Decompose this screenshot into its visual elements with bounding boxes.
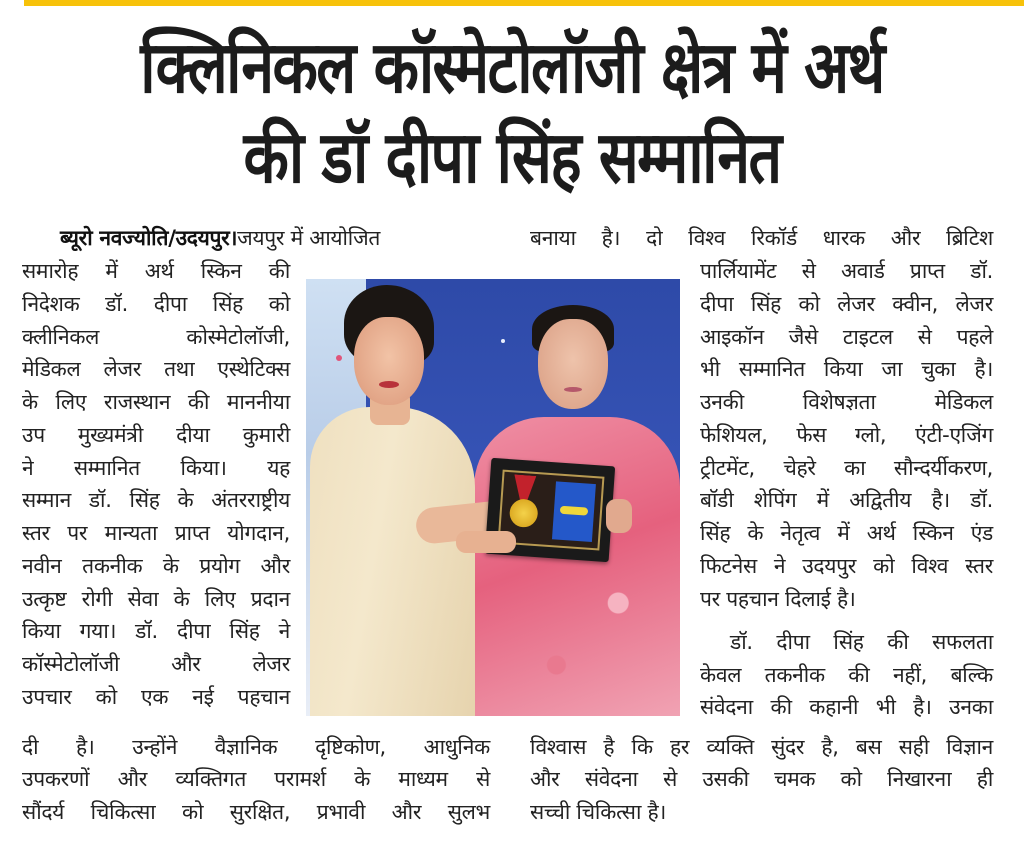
article-line: डॉ. दीपा सिंह की सफलता [730, 630, 993, 654]
article-line: निदेशक डॉ. दीपा सिंह को [22, 292, 290, 316]
article-line: दी है। उन्होंने वैज्ञानिक दृष्टिकोण, आधुनिक [22, 735, 490, 759]
article-line: बॉडी शेपिंग में अद्वितीय है। डॉ. [700, 488, 993, 512]
left-person-lips [379, 381, 399, 388]
article-line: सौंदर्य चिकित्सा को सुरक्षित, प्रभावी और सुलभ [22, 800, 490, 824]
award-photo [306, 279, 680, 716]
article-line: उनकी विशेषज्ञता मेडिकल [700, 390, 993, 414]
award-certificate-card [552, 481, 596, 542]
article-line: उत्कृष्ट रोगी सेवा के लिए प्रदान [22, 587, 290, 611]
article-line: भी सम्मानित किया जा चुका है। [700, 357, 993, 381]
gold-medal-icon [509, 498, 539, 528]
article-line: सिंह के नेतृत्व में अर्थ स्किन एंड [700, 521, 993, 545]
article-line: सम्मान डॉ. सिंह के अंतरराष्ट्रीय [22, 488, 290, 512]
article-line: उपचार को एक नई पहचान [22, 685, 290, 709]
top-accent-bar [24, 0, 1024, 6]
article-line: विश्वास है कि हर व्यक्ति सुंदर है, बस सही विज्ञान [530, 735, 993, 759]
article-line: और संवेदना से उसकी चमक को निखारना ही [530, 767, 993, 791]
article-line: समारोह में अर्थ स्किन की [22, 259, 290, 283]
stage-light [336, 355, 342, 361]
left-person-dress [310, 407, 475, 716]
article-line: पर पहचान दिलाई है। [700, 587, 856, 611]
article-line: के लिए राजस्थान की माननीया [22, 390, 290, 414]
article-line: ने सम्मानित किया। यह [22, 456, 290, 480]
article-line: सच्ची चिकित्सा है। [530, 800, 667, 824]
article-line: किया गया। डॉ. दीपा सिंह ने [22, 619, 290, 643]
article-line: उप मुख्यमंत्री दीया कुमारी [22, 423, 290, 447]
receiving-hand [606, 499, 632, 533]
headline-line-2: की डॉ दीपा सिंह सम्मानित [243, 115, 781, 199]
article-line: आइकॉन जैसे टाइटल से पहले [700, 325, 993, 349]
article-line: केवल तकनीक की नहीं, बल्कि [700, 663, 993, 687]
headline-line-1: क्लिनिकल कॉस्मेटोलॉजी क्षेत्र में अर्थ [140, 25, 884, 109]
article-line: संवेदना की कहानी भी है। उनका [700, 695, 993, 719]
certificate-banner [560, 506, 588, 516]
article-line: क्लीनिकल कोस्मेटोलॉजी, [22, 325, 290, 349]
article-line: पार्लियामेंट से अवार्ड प्राप्त डॉ. [700, 259, 993, 283]
article-line: उपकरणों और व्यक्तिगत परामर्श के माध्यम से [22, 767, 490, 791]
article-line: ट्रीटमेंट, चेहरे का सौन्दर्यीकरण, [700, 456, 993, 480]
left-person-face [354, 317, 424, 405]
article-line: मेडिकल लेजर तथा एस्थेटिक्स [22, 357, 290, 381]
article-line: स्तर पर मान्यता प्राप्त योगदान, [22, 521, 290, 545]
stage-light [501, 339, 505, 343]
article-text: जयपुर में आयोजित [237, 226, 381, 250]
right-person-lips [564, 387, 582, 392]
article-line: बनाया है। दो विश्व रिकॉर्ड धारक और ब्रिटिश [530, 226, 993, 250]
article-line: कॉस्मेटोलॉजी और लेजर [22, 652, 290, 676]
first-line [60, 223, 490, 253]
right-person-face [538, 319, 608, 409]
presenting-hands [456, 531, 516, 553]
article-line: फिटनेस ने उदयपुर को विश्व स्तर [700, 554, 993, 578]
byline: ब्यूरो नवज्योति/उदयपुर। [60, 226, 238, 250]
article-line: नवीन तकनीक के प्रयोग और [22, 554, 290, 578]
article-line: फेशियल, फेस ग्लो, एंटी-एजिंग [700, 423, 993, 447]
article-line: दीपा सिंह को लेजर क्वीन, लेजर [700, 292, 993, 316]
